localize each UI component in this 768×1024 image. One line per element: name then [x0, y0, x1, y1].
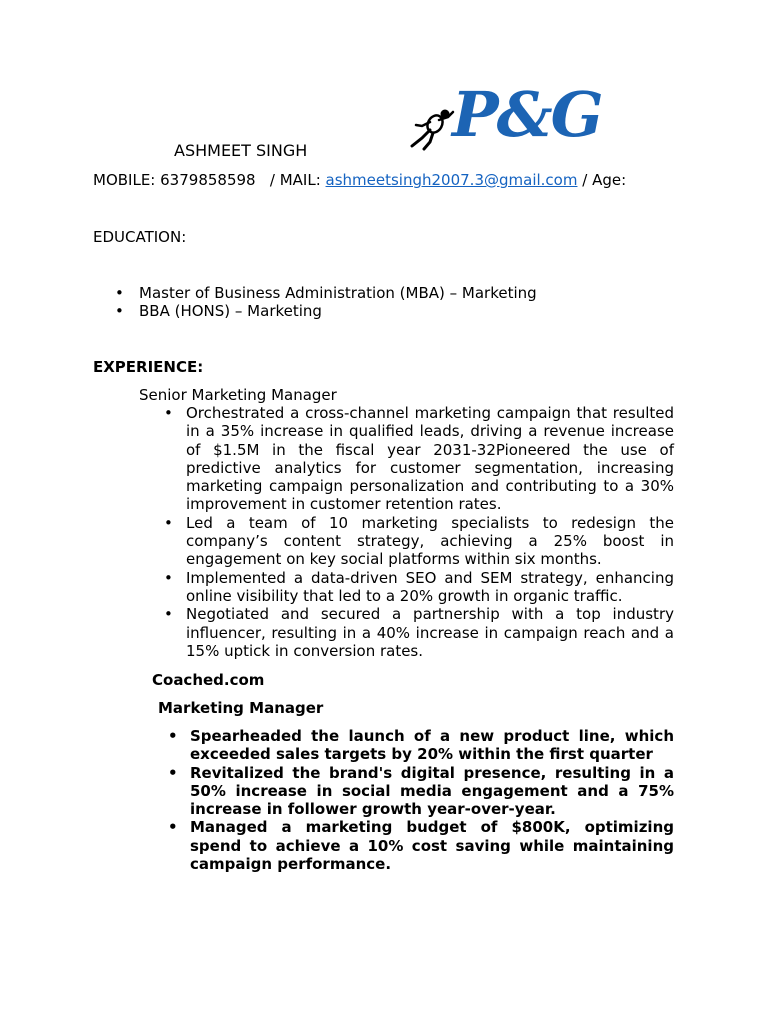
company-name: Coached.com: [152, 671, 265, 689]
bullet-item: • Orchestrated a cross-channel marketing campaign that resulted in a 35% increase in qualified leads, driving a revenue increase of $1.5M in the fiscal year 2031-32Pioneered the use of predictive analytics for customer segmentation, increasing marketing campaign personalization and contributing to a 30% improvement in customer retention rates.: [186, 404, 674, 514]
email-link[interactable]: ashmeetsingh2007.3@gmail.com: [325, 171, 578, 189]
education-heading: EDUCATION:: [93, 228, 187, 246]
education-item: • BBA (HONS) – Marketing: [93, 302, 693, 320]
job-bullets: [186, 404, 674, 660]
candidate-name: ASHMEET SINGH: [174, 141, 308, 160]
mail-label: / MAIL:: [269, 171, 321, 189]
contact-line: [93, 171, 626, 189]
age-label: / Age:: [582, 171, 627, 189]
mobile-label: MOBILE:: [93, 171, 156, 189]
bullet-item: • Spearheaded the launch of a new product line, which exceeded sales targets by 20% within the first quarter: [190, 727, 674, 764]
job-title: Senior Marketing Manager: [139, 386, 337, 404]
education-item: • Master of Business Administration (MBA) – Marketing: [93, 284, 693, 302]
experience-heading: EXPERIENCE:: [93, 358, 204, 376]
pg-logo: [408, 78, 602, 156]
bullet-item: • Negotiated and secured a partnership with a top industry influencer, resulting in a 40% increase in campaign reach and a 15% uptick in conversion rates.: [186, 605, 674, 660]
running-figure-icon: [408, 92, 456, 156]
bullet-item: • Revitalized the brand's digital presence, resulting in a 50% increase in social media engagement and a 75% increase in follower growth year-over-year.: [190, 764, 674, 819]
bullet-item: • Implemented a data-driven SEO and SEM strategy, enhancing online visibility that led to a 20% growth in organic traffic.: [186, 569, 674, 606]
pg-logo-text: P&G: [452, 78, 602, 151]
education-list: [93, 284, 693, 320]
bullet-item: • Led a team of 10 marketing specialists to redesign the company’s content strategy, achieving a 25% boost in engagement on key social platforms within six months.: [186, 514, 674, 569]
bullet-item: • Managed a marketing budget of $800K, optimizing spend to achieve a 10% cost saving while maintaining campaign performance.: [190, 818, 674, 873]
mobile-number: 6379858598: [160, 171, 256, 189]
job-bullets: [190, 727, 674, 873]
job-title: Marketing Manager: [158, 699, 324, 717]
